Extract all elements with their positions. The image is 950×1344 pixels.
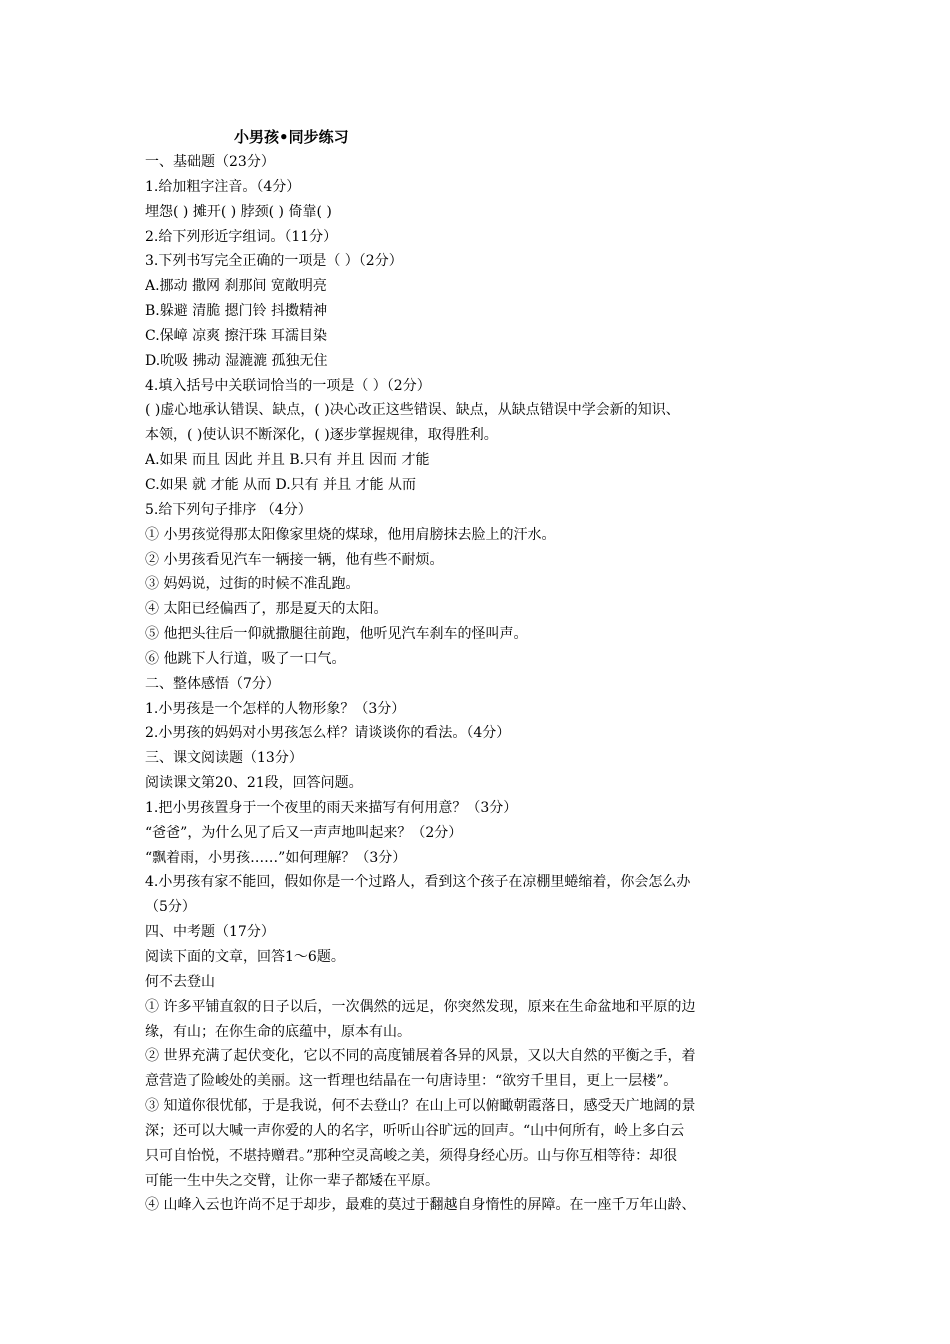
text-line: “爸爸”，为什么见了后又一声声地叫起来？（2分）: [145, 824, 463, 841]
text-line: ⑥ 他跳下人行道，吸了一口气。: [145, 650, 346, 667]
page-title: 小男孩•同步练习: [234, 128, 349, 146]
text-line: 2.给下列形近字组词。（11分）: [145, 228, 338, 245]
text-line: ① 小男孩觉得那太阳像家里烧的煤球，他用肩膀抹去脸上的汗水。: [145, 526, 556, 543]
text-line: 阅读下面的文章，回答1～6题。: [145, 949, 345, 965]
text-line: 何不去登山: [145, 973, 215, 990]
text-line: ③ 妈妈说，过街的时候不准乱跑。: [145, 576, 360, 593]
text-line: 埋怨( ) 摊开( ) 脖颈( ) 倚靠( ): [145, 203, 332, 220]
text-line: B.躲避 清脆 摁门铃 抖擞精神: [145, 303, 328, 320]
text-line: ② 小男孩看见汽车一辆接一辆，他有些不耐烦。: [145, 551, 444, 568]
text-line: ⑤ 他把头往后一仰就撒腿往前跑，他听见汽车刹车的怪叫声。: [145, 626, 528, 643]
text-line: 1.给加粗字注音。（4分）: [145, 178, 301, 195]
text-line: “飘着雨，小男孩……”如何理解？（3分）: [145, 849, 407, 866]
text-line: 4.填入括号中关联词恰当的一项是（ ）（2分）: [145, 377, 431, 394]
text-line: ③ 知道你很忧郁，于是我说，何不去登山？在山上可以俯瞰朝霞落日，感受天广地阔的景: [145, 1098, 696, 1115]
text-line: 1.把小男孩置身于一个夜里的雨天来描写有何用意？（3分）: [145, 799, 518, 816]
text-line: 意营造了险峻处的美丽。这一哲理也结晶在一句唐诗里：“欲穷千里目，更上一层楼”。: [145, 1073, 678, 1090]
text-line: 本领，( )使认识不断深化，( )逐步掌握规律，取得胜利。: [145, 427, 498, 444]
text-line: 缘，有山；在你生命的底蕴中，原本有山。: [145, 1023, 411, 1040]
text-line: ( )虚心地承认错误、缺点，( )决心改正这些错误、缺点，从缺点错误中学会新的知识、: [145, 402, 680, 419]
text-line: 四、中考题（17分）: [145, 924, 275, 941]
text-line: A.挪动 撒网 刹那间 宽敞明亮: [145, 278, 327, 295]
document-body: [145, 150, 815, 1218]
text-line: 4.小男孩有家不能回，假如你是一个过路人，看到这个孩子在凉棚里蜷缩着，你会怎么办: [145, 874, 691, 891]
text-line: C.如果 就 才能 从而 D.只有 并且 才能 从而: [145, 476, 416, 493]
text-line: 3.下列书写完全正确的一项是（ ）（2分）: [145, 253, 403, 270]
text-line: ② 世界充满了起伏变化，它以不同的高度铺展着各异的风景，又以大自然的平衡之手，着: [145, 1048, 696, 1065]
text-line: 阅读课文第20、21段，回答问题。: [145, 775, 363, 792]
text-line: ④ 山峰入云也许尚不足于却步，最难的莫过于翻越自身惰性的屏障。在一座千万年山龄、: [145, 1197, 696, 1214]
text-line: D.吮吸 拂动 湿漉漉 孤独无住: [145, 352, 328, 369]
text-line: （5分）: [145, 899, 196, 916]
text-line: 2.小男孩的妈妈对小男孩怎么样？请谈谈你的看法。（4分）: [145, 725, 511, 742]
text-line: 一、基础题（23分）: [145, 154, 275, 170]
text-line: A.如果 而且 因此 并且 B.只有 并且 因而 才能: [145, 452, 430, 469]
document-page: [145, 124, 815, 1218]
text-line: 5.给下列句子排序 （4分）: [145, 501, 312, 518]
text-line: 只可自怡悦，不堪持赠君。”那种空灵高峻之美，须得身经心历。山与你互相等待：却很: [145, 1147, 678, 1164]
text-line: 三、课文阅读题（13分）: [145, 750, 303, 767]
text-line: C.保嶂 凉爽 擦汗珠 耳濡目染: [145, 327, 328, 344]
text-line: ① 许多平铺直叙的日子以后，一次偶然的远足，你突然发现，原来在生命盆地和平原的边: [145, 998, 696, 1015]
text-line: 深；还可以大喊一声你爱的人的名字，听听山谷旷远的回声。“山中何所有，岭上多白云: [145, 1122, 685, 1139]
text-line: 1.小男孩是一个怎样的人物形象？（3分）: [145, 700, 406, 717]
text-line: 二、整体感悟（7分）: [145, 675, 280, 692]
text-line: 可能一生中失之交臂，让你一辈子都矮在平原。: [145, 1172, 439, 1189]
text-line: ④ 太阳已经偏西了，那是夏天的太阳。: [145, 601, 388, 618]
